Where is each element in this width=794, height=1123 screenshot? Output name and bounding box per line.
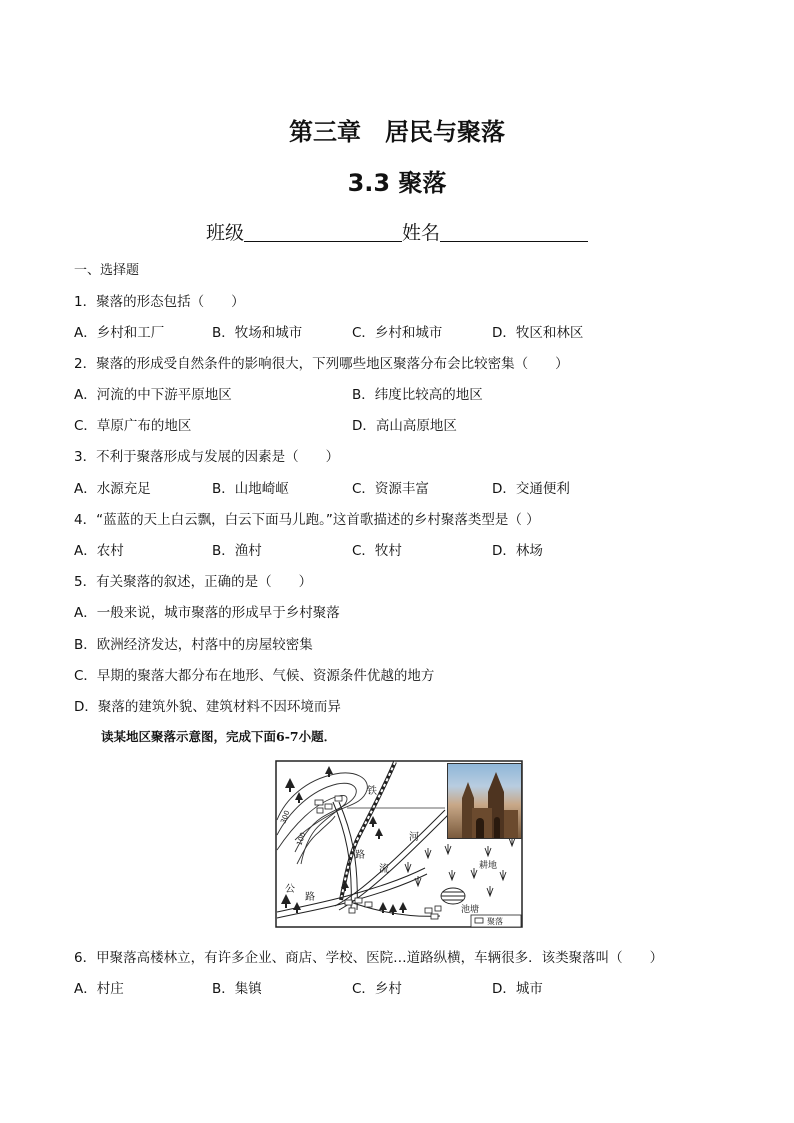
class-name-line (0, 218, 794, 245)
chapter-title: 第三章 居民与聚落 (289, 118, 505, 146)
q6-option-d[interactable]: D．城市 (492, 981, 543, 997)
question-2-stem: 2．聚落的形成受自然条件的影响很大，下列哪些地区聚落分布会比较密集（ ） (74, 356, 569, 372)
q1-option-b[interactable]: B．牧场和城市 (212, 325, 303, 341)
q4-option-a[interactable]: A．农村 (74, 543, 124, 559)
map-intro-text: 读某地区聚落示意图，完成下面6-7小题． (101, 729, 337, 744)
label-river-1: 河 (409, 832, 419, 843)
q1-option-c[interactable]: C．乡村和城市 (352, 325, 443, 341)
q2-option-d[interactable]: D．高山高原地区 (352, 418, 457, 434)
q4-option-c[interactable]: C．牧村 (352, 543, 402, 559)
q4-option-d[interactable]: D．林场 (492, 543, 543, 559)
section-title: 3.3 聚落 (347, 169, 447, 197)
question-5-stem: 5．有关聚落的叙述，正确的是（ ） (74, 574, 313, 590)
label-road-gong: 公 (285, 884, 295, 895)
q5-option-c[interactable]: C．早期的聚落大都分布在地形、气候、资源条件优越的地方 (74, 668, 435, 684)
label-river-2: 流 (379, 864, 389, 875)
q6-option-a[interactable]: A．村庄 (74, 981, 124, 997)
label-road-2: 路 (305, 892, 315, 903)
question-1-stem: 1．聚落的形态包括（ ） (74, 294, 245, 310)
label-farmland: 耕地 (479, 861, 498, 871)
q3-option-a[interactable]: A．水源充足 (74, 481, 151, 497)
q1-option-a[interactable]: A．乡村和工厂 (74, 325, 165, 341)
q4-option-b[interactable]: B．渔村 (212, 543, 262, 559)
contour-label-300: 300 (279, 809, 292, 825)
class-blank[interactable] (244, 221, 402, 242)
q2-option-c[interactable]: C．草原广布的地区 (74, 418, 192, 434)
q6-option-c[interactable]: C．乡村 (352, 981, 402, 997)
question-3-stem: 3．不利于聚落形成与发展的因素是（ ） (74, 449, 340, 465)
contour-label-100: 100 (295, 831, 308, 847)
q3-option-c[interactable]: C．资源丰富 (352, 481, 429, 497)
q3-option-b[interactable]: B．山地崎岖 (212, 481, 289, 497)
question-4-stem: 4．“蓝蓝的天上白云飘，白云下面马儿跑。”这首歌描述的乡村聚落类型是（ ） (74, 512, 540, 528)
q5-option-a[interactable]: A．一般来说，城市聚落的形成早于乡村聚落 (74, 605, 340, 621)
q5-option-b[interactable]: B．欧洲经济发达，村落中的房屋较密集 (74, 637, 313, 653)
q3-option-d[interactable]: D．交通便利 (492, 481, 570, 497)
name-label: 姓名 (402, 222, 441, 244)
legend-label: 聚落 (487, 917, 503, 926)
cathedral-icon (448, 764, 521, 838)
q1-option-d[interactable]: D．牧区和林区 (492, 325, 584, 341)
map-legend (471, 915, 521, 927)
name-blank[interactable] (440, 221, 588, 242)
q2-option-b[interactable]: B．纬度比较高的地区 (352, 387, 483, 403)
section-heading: 一、选择题 (74, 263, 140, 278)
question-6-stem: 6．甲聚落高楼林立，有许多企业、商店、学校、医院…道路纵横，车辆很多．该类聚落叫（ ） (74, 950, 664, 966)
q5-option-d[interactable]: D．聚落的建筑外貌、建筑材料不因环境而异 (74, 699, 341, 715)
q6-option-b[interactable]: B．集镇 (212, 981, 262, 997)
label-railway: 铁 (367, 786, 377, 797)
label-road-1: 路 (355, 850, 365, 861)
cathedral-photo (447, 763, 522, 839)
class-label: 班级 (205, 222, 244, 244)
label-pond: 池塘 (461, 905, 480, 915)
q2-option-a[interactable]: A．河流的中下游平原地区 (74, 387, 232, 403)
